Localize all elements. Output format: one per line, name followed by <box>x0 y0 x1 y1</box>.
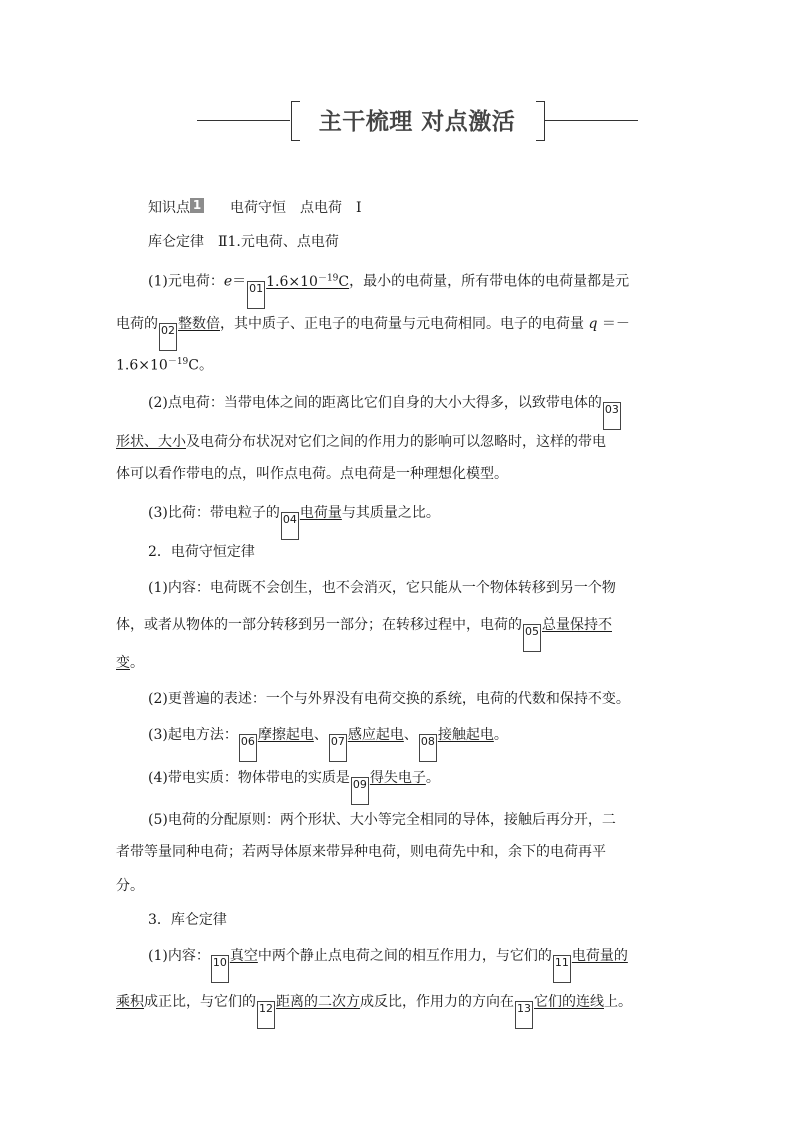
answer-11: 电荷量的 <box>571 948 628 964</box>
text: (2)点电荷：当带电体之间的距离比它们自身的大小大得多，以致带电体的 <box>148 395 602 411</box>
blank-number: 10 <box>211 955 229 983</box>
para-2-line-2 <box>116 432 678 452</box>
symbol-q: q <box>588 316 598 332</box>
s3-para-1-line-1 <box>148 946 678 983</box>
text: (1)元电荷： <box>148 273 224 290</box>
s2-para-1-line-3 <box>116 653 678 673</box>
para-1-line-2 <box>116 314 678 351</box>
text: ，其中质子、正电子的电荷量与元电荷相同。电子的电荷量 <box>220 316 584 332</box>
answer-11-cont: 乘积 <box>116 994 144 1010</box>
kp-number-badge: 1 <box>190 198 204 213</box>
para-2-line-1 <box>148 393 678 430</box>
text: (3)起电方法： <box>148 727 238 743</box>
knowledge-point-heading <box>148 198 678 218</box>
section-3-heading: 3．库仑定律 <box>148 912 227 928</box>
text: C <box>338 273 350 290</box>
blank-number: 06 <box>239 734 257 762</box>
s2-para-4 <box>148 768 678 805</box>
kp-label: 知识点 <box>148 200 190 216</box>
text: 成正比，与它们的 <box>144 994 256 1010</box>
header-rule-left <box>197 120 290 121</box>
answer-13: 它们的连线 <box>534 994 604 1010</box>
s2-para-5-line-1: (5)电荷的分配原则：两个形状、大小等完全相同的导体，接触后再分开，二 <box>148 812 616 828</box>
text: ＝－ <box>601 316 630 332</box>
text: ＝ <box>232 273 247 290</box>
para-3 <box>148 503 678 540</box>
header-title: 主干梳理 对点激活 <box>318 108 516 135</box>
text: (4)带电实质：物体带电的实质是 <box>148 770 350 786</box>
text: C。 <box>188 357 213 374</box>
text: 成反比，作用力的方向在 <box>360 994 514 1010</box>
s2-para-5-line-2: 者带等量同种电荷；若两导体原来带异种电荷，则电荷先中和，余下的电荷再平 <box>116 844 606 860</box>
s2-para-5-line-3: 分。 <box>116 878 144 894</box>
s2-para-2: (2)更普遍的表述：一个与外界没有电荷交换的系统，电荷的代数和保持不变。 <box>148 691 630 707</box>
blank-number: 12 <box>257 1001 275 1029</box>
blank-number: 03 <box>603 402 621 430</box>
text: 体，或者从物体的一部分转移到另一部分；在转移过程中，电荷的 <box>116 617 522 633</box>
answer-5: 总量保持不 <box>542 617 612 633</box>
answer-6: 摩擦起电 <box>257 727 314 743</box>
text: (1)内容： <box>148 948 210 964</box>
section-header <box>0 99 794 143</box>
blank-number: 08 <box>419 734 437 762</box>
answer-8: 接触起电 <box>437 727 494 743</box>
text: 。 <box>425 770 440 786</box>
text: (3)比荷：带电粒子的 <box>148 505 280 521</box>
blank-number: 01 <box>247 281 265 309</box>
blank-number: 05 <box>523 624 541 652</box>
para-1-line-1 <box>148 268 678 309</box>
knowledge-point-subtitle: 库仑定律 Ⅱ1.元电荷、点电荷 <box>148 234 339 250</box>
text: 。 <box>130 655 144 671</box>
blank-number: 02 <box>159 323 177 351</box>
exponent: －19 <box>167 357 189 367</box>
text: 电荷的 <box>116 316 158 332</box>
answer-2: 整数倍 <box>178 316 220 332</box>
header-rule-right <box>545 120 638 121</box>
text: 。 <box>493 727 508 743</box>
s2-para-1-line-2 <box>116 615 678 652</box>
section-2-heading: 2．电荷守恒定律 <box>148 544 255 560</box>
exponent: －19 <box>317 273 339 283</box>
header-bracket-right <box>536 101 545 141</box>
s3-para-1-line-2 <box>116 992 678 1029</box>
blank-number: 09 <box>351 777 369 805</box>
blank-number: 07 <box>329 734 347 762</box>
answer-7: 感应起电 <box>347 727 404 743</box>
text: 与其质量之比。 <box>341 505 440 521</box>
s2-para-3 <box>148 725 678 762</box>
answer-5-cont: 变 <box>116 655 130 671</box>
para-1-line-3 <box>116 352 678 376</box>
kp-title: 电荷守恒 点电荷 Ⅰ <box>230 200 362 216</box>
answer-3: 形状、大小 <box>116 434 186 450</box>
answer-12: 距离的二次方 <box>276 994 360 1010</box>
text: ，最小的电荷量，所有带电体的电荷量都是元 <box>349 273 630 290</box>
text: 、 <box>403 727 418 743</box>
blank-number: 11 <box>553 955 571 983</box>
answer-1 <box>266 274 349 290</box>
text: 及电荷分布状况对它们之间的作用力的影响可以忽略时，这样的带电 <box>186 434 606 450</box>
answer-4: 电荷量 <box>299 505 342 521</box>
blank-number: 04 <box>281 512 299 540</box>
text: 1.6×10 <box>116 357 168 374</box>
text: 中两个静止点电荷之间的相互作用力，与它们的 <box>257 948 552 964</box>
text: 1.6×10 <box>266 273 318 290</box>
header-bracket-left <box>291 101 300 141</box>
para-2-line-3: 体可以看作带电的点，叫作点电荷。点电荷是一种理想化模型。 <box>116 466 508 482</box>
s2-para-1-line-1: (1)内容：电荷既不会创生，也不会消灭，它只能从一个物体转移到另一个物 <box>148 580 616 596</box>
blank-number: 13 <box>515 1001 533 1029</box>
text: 上。 <box>604 994 632 1010</box>
answer-10: 真空 <box>229 948 258 964</box>
symbol-e: e <box>223 273 233 290</box>
text: 、 <box>313 727 328 743</box>
answer-9: 得失电子 <box>369 770 426 786</box>
